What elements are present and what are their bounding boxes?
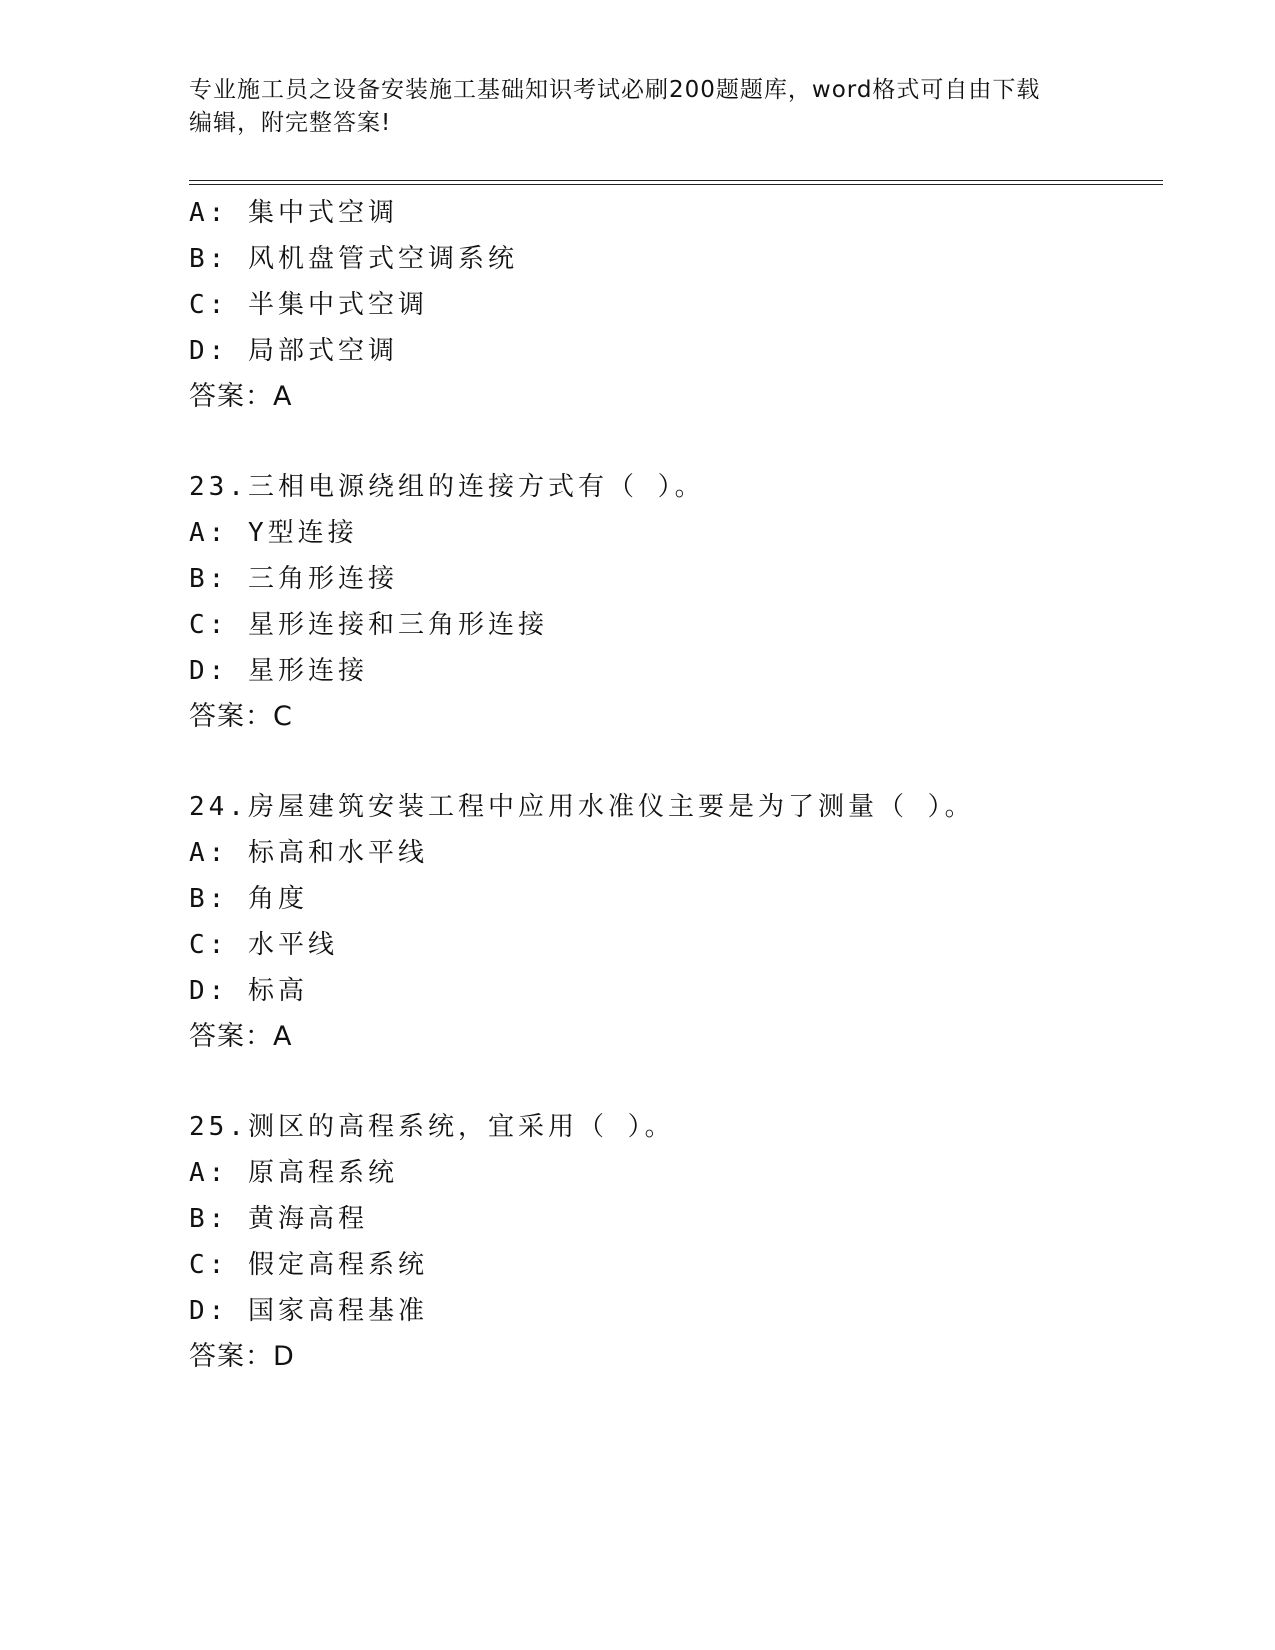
question-stem: 25.测区的高程系统，宜采用（ ）。	[189, 1112, 675, 1142]
option-b: B: 黄海高程	[189, 1204, 368, 1234]
header-divider-top	[189, 180, 1163, 181]
option-c: C: 半集中式空调	[189, 290, 428, 320]
answer-line: 答案：A	[189, 1021, 293, 1052]
option-a: A: 集中式空调	[189, 198, 398, 228]
option-c: C: 星形连接和三角形连接	[189, 610, 548, 640]
option-c: C: 水平线	[189, 930, 338, 960]
option-b: B: 风机盘管式空调系统	[189, 244, 518, 274]
question-block-22	[189, 190, 1163, 420]
question-list	[189, 190, 1163, 1380]
option-a: A: 原高程系统	[189, 1158, 398, 1188]
spacer	[189, 740, 1163, 784]
header-divider-bottom	[189, 184, 1163, 185]
option-d: D: 局部式空调	[189, 336, 398, 366]
document-header	[189, 74, 1069, 140]
option-a: A: Y型连接	[189, 518, 358, 548]
answer-line: 答案：A	[189, 381, 293, 412]
header-line-1: 专业施工员之设备安装施工基础知识考试必刷200题题库，word格式可自由下载	[189, 77, 1041, 103]
option-d: D: 国家高程基准	[189, 1296, 428, 1326]
answer-line: 答案：D	[189, 1341, 295, 1372]
header-line-2: 编辑，附完整答案!	[189, 110, 392, 136]
spacer	[189, 420, 1163, 464]
option-d: D: 标高	[189, 976, 308, 1006]
option-b: B: 角度	[189, 884, 308, 914]
question-block-24	[189, 784, 1163, 1060]
question-block-23	[189, 464, 1163, 740]
answer-line: 答案：C	[189, 701, 293, 732]
spacer	[189, 1060, 1163, 1104]
option-a: A: 标高和水平线	[189, 838, 428, 868]
option-b: B: 三角形连接	[189, 564, 398, 594]
question-stem: 23.三相电源绕组的连接方式有（ ）。	[189, 472, 705, 502]
option-c: C: 假定高程系统	[189, 1250, 428, 1280]
question-stem: 24.房屋建筑安装工程中应用水准仪主要是为了测量（ ）。	[189, 792, 975, 822]
option-d: D: 星形连接	[189, 656, 368, 686]
question-block-25	[189, 1104, 1163, 1380]
